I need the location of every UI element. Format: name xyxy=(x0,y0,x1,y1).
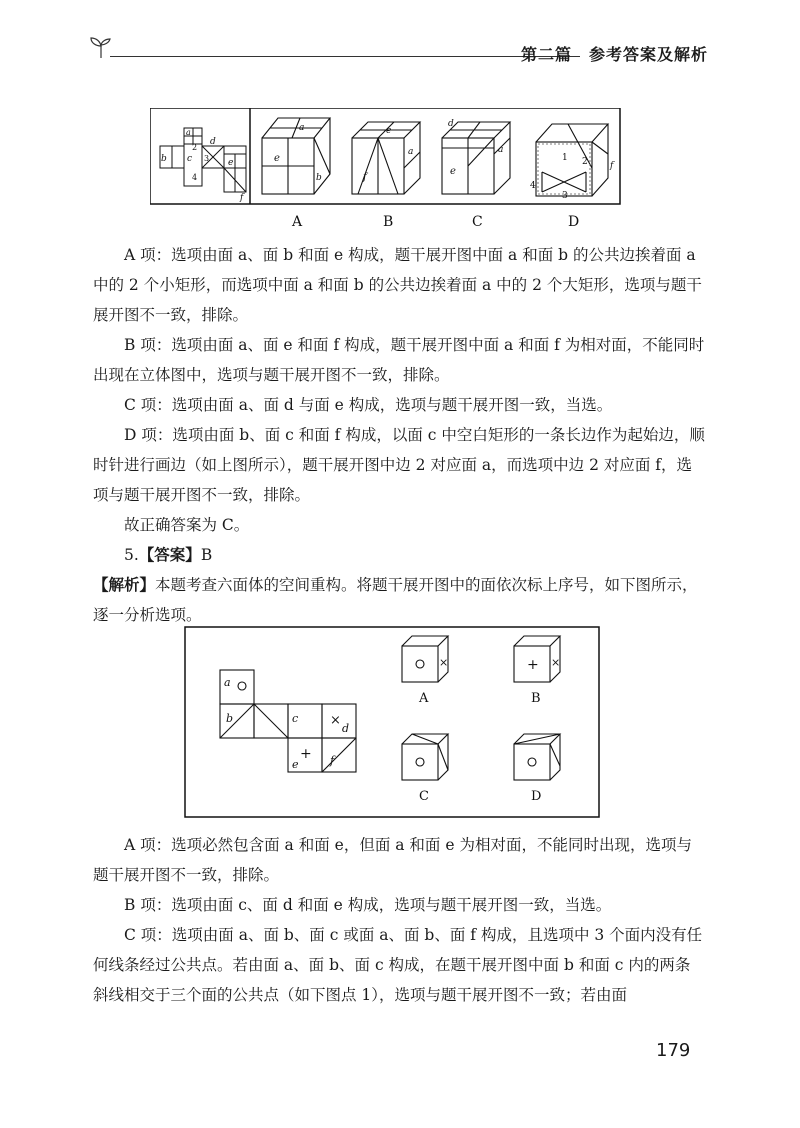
net-face-b: b xyxy=(161,154,167,164)
q5-label-b: B xyxy=(531,691,541,706)
q5-option-a: A 项：选项必然包含面 a 和面 e，但面 a 和面 e 为相对面，不能同时出现，选项与题干展开图不一致，排除。 xyxy=(93,836,692,884)
cube-d-num-3: 3 xyxy=(562,191,568,201)
q4-option-c: C 项：选项由面 a、面 d 与面 e 构成，选项与题干展开图一致，当选。 xyxy=(124,396,613,414)
net-face-e: e xyxy=(228,158,234,168)
cube-d-num-2: 2 xyxy=(582,157,588,167)
cube-b-face-a: a xyxy=(408,147,414,157)
q5-answer: 5.【答案】B xyxy=(124,546,213,564)
q5-cube-b-mark: × xyxy=(551,656,561,669)
q5-net-face-e: e xyxy=(292,758,299,771)
header-title: 第二篇 参考答案及解析 xyxy=(520,45,708,64)
header-rule xyxy=(110,56,580,57)
q4-option-d: D 项：选项由面 b、面 c 和面 f 构成，以面 c 中空白矩形的一条长边作为起始边，顺时针进行画边（如上图所示），题干展开图中边 2 对应面 a，而选项中边 2 对应面 f，选项与题干展开图不一致，排除。 xyxy=(93,426,705,504)
net-face-c: c xyxy=(187,154,193,164)
net-num-4: 4 xyxy=(192,173,198,182)
q5-option-b: B 项：选项由面 c、面 d 和面 e 构成，选项与题干展开图一致，当选。 xyxy=(124,896,612,914)
answer-tag: 【答案】 xyxy=(138,546,201,564)
cube-option-c xyxy=(442,122,510,194)
cube-option-d xyxy=(536,124,608,196)
cube-d-face-f: f xyxy=(610,161,614,171)
q5-label-a: A xyxy=(419,691,429,706)
cube-b-face-e: e xyxy=(386,126,392,136)
q5-net-face-b: b xyxy=(226,712,234,725)
net-face-a: a xyxy=(186,128,191,137)
net-num-3: 3 xyxy=(204,154,210,163)
q5-label-c: C xyxy=(419,789,429,804)
q5-net-face-d: d xyxy=(342,722,350,735)
q5-cube-c xyxy=(402,734,448,780)
cube-c-face-e: e xyxy=(450,166,456,177)
q4-option-b: B 项：选项由面 a、面 e 和面 f 构成，题干展开图中面 a 和面 f 为相对面，不能同时出现在立体图中，选项与题干展开图不一致，排除。 xyxy=(93,336,705,384)
figure-q4 xyxy=(150,108,650,236)
cube-c-face-a: a xyxy=(498,145,504,155)
page-header xyxy=(88,26,708,66)
q5-cube-a-mark: × xyxy=(439,656,449,669)
q5-net-face-c: c xyxy=(292,712,299,725)
q5-label-d: D xyxy=(531,789,542,804)
cube-a-face-b: b xyxy=(316,173,322,183)
q4-conclusion: 故正确答案为 C。 xyxy=(124,516,250,534)
answer-value: B xyxy=(200,546,213,564)
figure-q5 xyxy=(184,626,604,820)
label-b: B xyxy=(383,214,394,230)
cube-d-num-4: 4 xyxy=(530,181,536,191)
q5-net-cross: × xyxy=(330,713,341,728)
label-a: A xyxy=(292,214,303,230)
analysis-tag: 【解析】 xyxy=(93,576,156,594)
net-num-2: 2 xyxy=(192,143,198,152)
page-number: 179 xyxy=(656,1040,691,1061)
net-face-f: f xyxy=(240,193,244,203)
cube-d-num-1: 1 xyxy=(562,153,568,163)
net-face-d: d xyxy=(210,137,216,147)
q5-net-face-a: a xyxy=(224,676,231,689)
q4-option-a: A 项：选项由面 a、面 b 和面 e 构成，题干展开图中面 a 和面 b 的公共边挨着面 a 中的 2 个小矩形，而选项中面 a 和面 b 的公共边挨着面 a 中的 2 个大矩形，选项与题干展开图不一致，排除。 xyxy=(93,246,702,324)
cube-a-face-e: e xyxy=(274,153,280,164)
cube-a-face-a: a xyxy=(299,123,305,133)
cube-c-face-d: d xyxy=(448,119,454,129)
q5-cube-d xyxy=(514,734,560,780)
q4-explanation xyxy=(93,240,705,630)
q5-option-c: C 项：选项由面 a、面 b、面 c 或面 a、面 b、面 f 构成，且选项中 3 个面内没有任何线条经过公共点。若由面 a、面 b、面 c 构成，在题干展开图中面 b 和面 c 内的两条斜线相交于三个面的公共点（如下图点 1），选项与题干展开图不一致；若由面 xyxy=(93,926,703,1004)
label-c: C xyxy=(472,214,483,230)
q5-net-face-f: f xyxy=(330,754,335,767)
q5-net-plus: + xyxy=(300,746,312,762)
label-d: D xyxy=(568,214,580,230)
q5-analysis: 【解析】本题考查六面体的空间重构。将题干展开图中的面依次标上序号，如下图所示，逐一分析选项。 xyxy=(93,576,698,624)
q5-explanation xyxy=(93,830,705,1010)
q5-cube-b-plus: + xyxy=(527,657,539,673)
cube-b-face-f: f xyxy=(363,172,367,183)
